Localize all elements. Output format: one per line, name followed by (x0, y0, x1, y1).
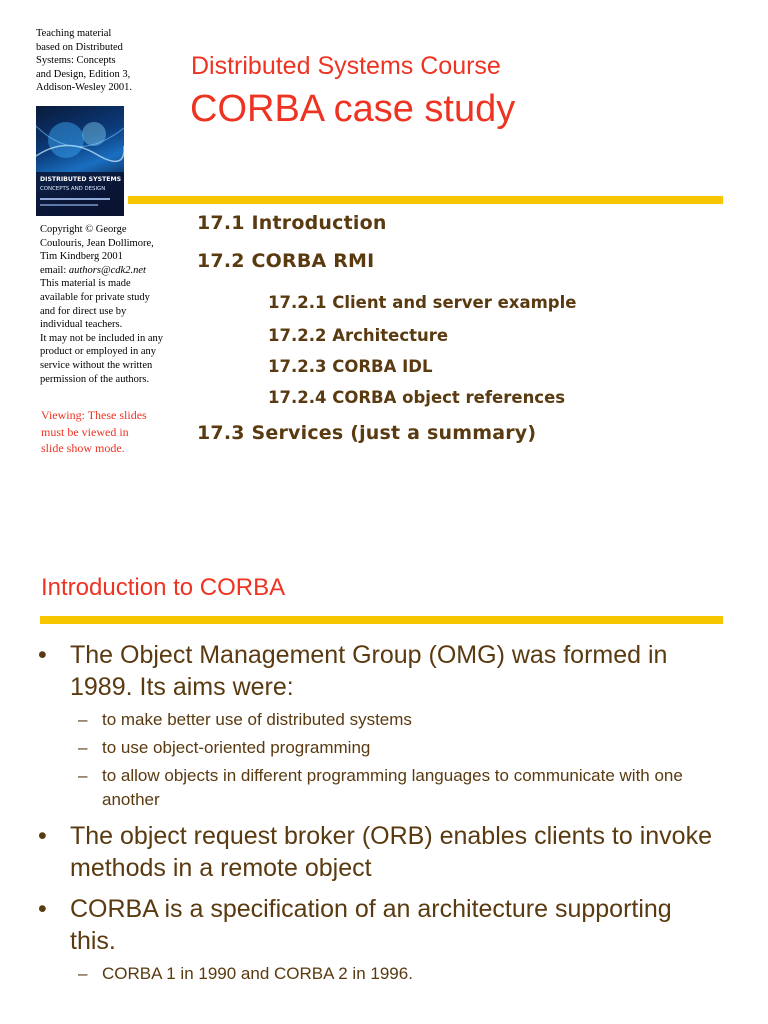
title-underline-bar (128, 196, 723, 204)
source-note-line: Addison-Wesley 2001. (36, 82, 132, 94)
source-note-line: Systems: Concepts (36, 55, 116, 67)
copyright-line: and for direct use by (40, 305, 127, 317)
viewing-note-line: must be viewed in (41, 424, 129, 439)
viewing-note-line: slide show mode. (41, 441, 125, 455)
copyright-email-line (40, 264, 163, 278)
sub-bullet-item (78, 962, 718, 986)
page-title: CORBA case study (190, 88, 516, 130)
viewing-note-line: Viewing: These slides (41, 408, 147, 422)
toc-item-17-2-2[interactable]: 17.2.2 Architecture (268, 326, 449, 345)
book-cover-divider (40, 204, 98, 206)
bullet-item (38, 893, 718, 957)
toc-item-17-2-4[interactable]: 17.2.4 CORBA object references (268, 388, 566, 407)
section-underline-bar (40, 616, 723, 624)
sub-bullet-text: to allow objects in different programming languages to communicate with one another (102, 766, 683, 809)
toc-item-17-2-3[interactable]: 17.2.3 CORBA IDL (268, 357, 433, 376)
bullet-text: CORBA is a specification of an architecture supporting this. (70, 895, 672, 955)
sub-bullet-item (78, 736, 718, 760)
bullet-text: The object request broker (ORB) enables clients to invoke methods in a remote object (70, 822, 712, 882)
sub-bullet-text: to use object-oriented programming (102, 738, 371, 757)
book-cover-subtitle: CONCEPTS AND DESIGN (40, 186, 106, 192)
copyright-line: It may not be included in any (40, 332, 164, 344)
book-cover-image (36, 106, 124, 216)
bullet-dot: • (38, 822, 47, 850)
copyright-line: individual teachers. (40, 319, 123, 331)
book-cover-title: DISTRIBUTED SYSTEMS (40, 176, 122, 183)
copyright-line: permission of the authors. (40, 373, 150, 385)
copyright-line: Copyright © George (40, 224, 127, 235)
sub-bullet-dash: – (78, 710, 88, 729)
viewing-note (41, 407, 147, 457)
source-note-line: based on Distributed (36, 41, 123, 53)
copyright-line: Coulouris, Jean Dollimore, (40, 237, 154, 249)
sub-bullet-text: CORBA 1 in 1990 and CORBA 2 in 1996. (102, 964, 413, 983)
bullet-text: The Object Management Group (OMG) was formed in 1989. Its aims were: (70, 641, 668, 701)
bullet-dot: • (38, 641, 47, 669)
sub-bullet-text: to make better use of distributed systems (102, 710, 412, 729)
copyright-line: This material is made (40, 278, 131, 290)
copyright-line: Tim Kindberg 2001 (40, 251, 123, 263)
toc-item-17-1[interactable]: 17.1 Introduction (197, 212, 387, 234)
bullet-item (38, 820, 718, 884)
sub-bullet-dash: – (78, 738, 88, 757)
email-label: email: (40, 264, 69, 276)
source-note-line: Teaching material (36, 28, 112, 39)
copyright-line: service without the written (40, 359, 153, 371)
source-note (36, 27, 132, 95)
book-cover-divider (40, 198, 110, 200)
copyright-note (40, 223, 163, 386)
toc-item-17-3[interactable]: 17.3 Services (just a summary) (197, 422, 537, 444)
sub-bullet-dash: – (78, 964, 88, 983)
course-title: Distributed Systems Course (191, 52, 501, 80)
section-title: Introduction to CORBA (41, 574, 286, 601)
toc-item-17-2-1[interactable]: 17.2.1 Client and server example (268, 293, 577, 312)
toc-item-17-2[interactable]: 17.2 CORBA RMI (197, 250, 375, 272)
source-note-line: and Design, Edition 3, (36, 68, 131, 80)
copyright-line: product or employed in any (40, 346, 157, 358)
bullet-dot: • (38, 895, 47, 923)
email-link[interactable]: authors@cdk2.net (68, 264, 146, 276)
sub-bullet-item (78, 708, 718, 732)
bullet-item (38, 639, 718, 703)
sub-bullet-item (78, 764, 718, 812)
sub-bullet-dash: – (78, 766, 88, 785)
copyright-line: available for private study (40, 291, 150, 303)
